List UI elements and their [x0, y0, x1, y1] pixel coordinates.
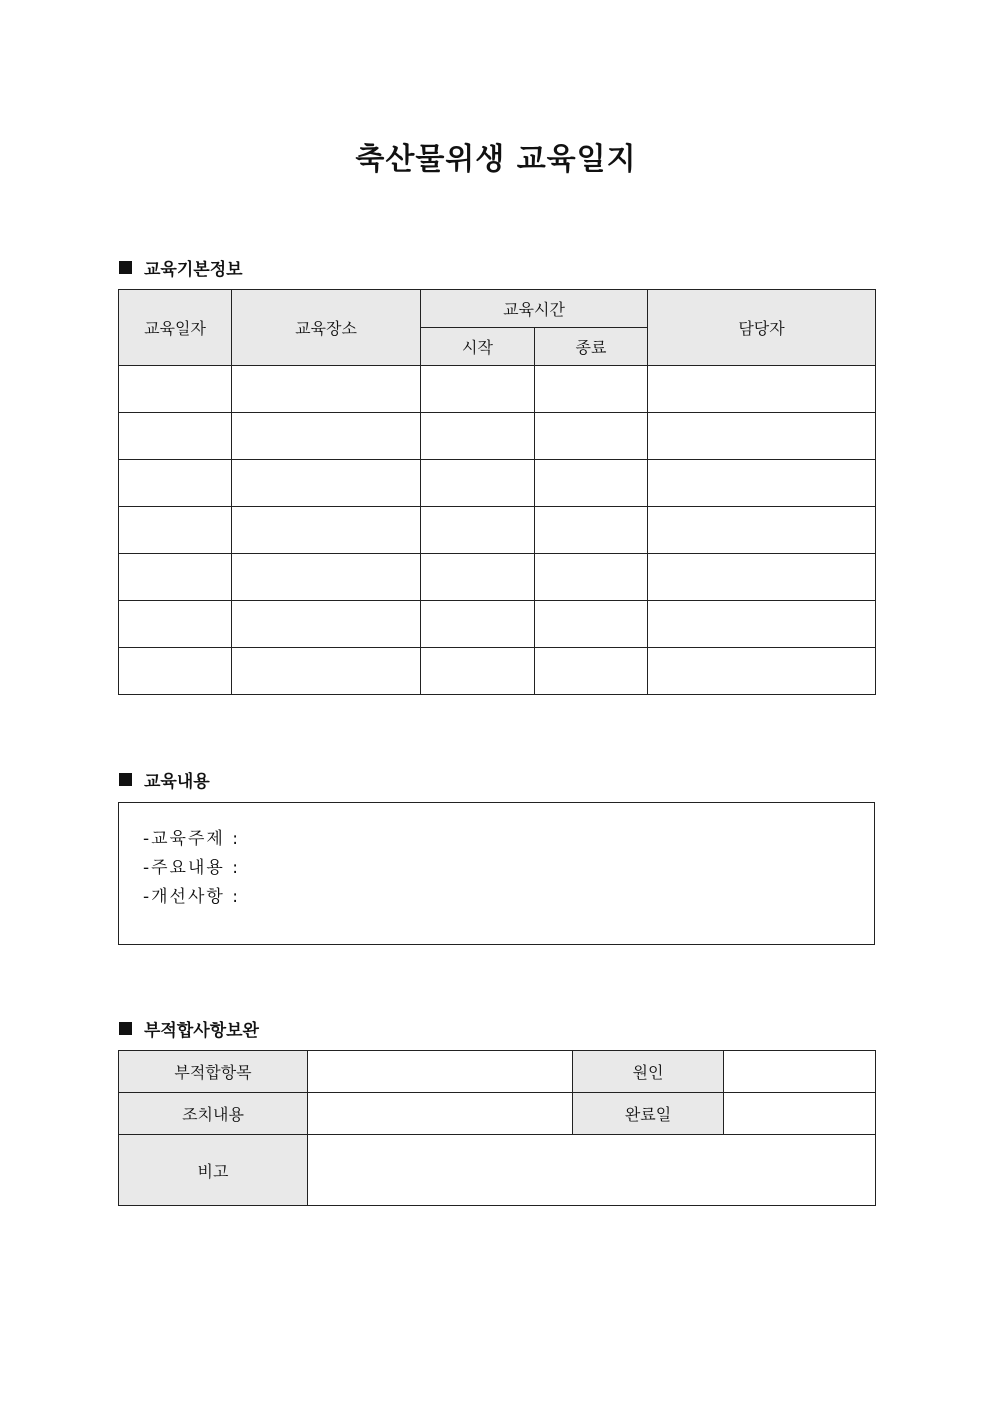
table-cell[interactable]: [535, 648, 648, 695]
table-cell[interactable]: [648, 507, 876, 554]
table-cell[interactable]: [232, 460, 421, 507]
table-cell[interactable]: [119, 507, 232, 554]
basic-info-table: [118, 289, 876, 695]
header-time: 교육시간: [421, 290, 648, 328]
table-row: [119, 601, 876, 648]
value-remark[interactable]: [308, 1135, 876, 1206]
square-bullet-icon: [119, 261, 132, 274]
section-heading-basic-info: [119, 255, 243, 280]
table-cell[interactable]: [119, 366, 232, 413]
header-manager: 담당자: [648, 290, 876, 366]
table-cell[interactable]: [119, 648, 232, 695]
table-cell[interactable]: [232, 507, 421, 554]
education-content-box[interactable]: [118, 802, 875, 945]
table-cell[interactable]: [232, 554, 421, 601]
table-cell[interactable]: [119, 413, 232, 460]
topic-line: -교육주제 :: [143, 829, 240, 849]
table-cell[interactable]: [232, 413, 421, 460]
improvement-line: -개선사항 :: [143, 887, 240, 907]
table-cell[interactable]: [421, 460, 535, 507]
table-cell[interactable]: [535, 601, 648, 648]
table-row: [119, 554, 876, 601]
label-done: 완료일: [573, 1093, 724, 1135]
value-cause[interactable]: [724, 1051, 876, 1093]
table-cell[interactable]: [421, 507, 535, 554]
header-place: 교육장소: [232, 290, 421, 366]
section-heading-content: [119, 767, 210, 792]
table-cell[interactable]: [421, 366, 535, 413]
section-heading-label: 교육기본정보: [144, 260, 243, 280]
table-cell[interactable]: [421, 413, 535, 460]
table-cell[interactable]: [421, 554, 535, 601]
table-cell[interactable]: [232, 366, 421, 413]
table-row: [119, 648, 876, 695]
label-item: 부적합항목: [119, 1051, 308, 1093]
section-heading-nonconformity: [119, 1016, 259, 1041]
table-cell[interactable]: [535, 554, 648, 601]
table-cell[interactable]: [421, 601, 535, 648]
table-row: [119, 366, 876, 413]
value-item[interactable]: [308, 1051, 573, 1093]
table-cell[interactable]: [535, 413, 648, 460]
value-action[interactable]: [308, 1093, 573, 1135]
table-cell[interactable]: [119, 554, 232, 601]
square-bullet-icon: [119, 1022, 132, 1035]
section-heading-label: 교육내용: [144, 772, 210, 792]
header-end: 종료: [535, 328, 648, 366]
square-bullet-icon: [119, 773, 132, 786]
table-row: [119, 460, 876, 507]
table-cell[interactable]: [648, 648, 876, 695]
label-cause: 원인: [573, 1051, 724, 1093]
table-cell[interactable]: [232, 648, 421, 695]
table-row: [119, 507, 876, 554]
label-action: 조치내용: [119, 1093, 308, 1135]
table-cell[interactable]: [535, 507, 648, 554]
table-cell[interactable]: [648, 366, 876, 413]
table-cell[interactable]: [119, 460, 232, 507]
main-content-line: -주요내용 :: [143, 858, 240, 878]
table-cell[interactable]: [535, 366, 648, 413]
nonconformity-table: [118, 1050, 876, 1206]
header-date: 교육일자: [119, 290, 232, 366]
table-row: [119, 413, 876, 460]
table-cell[interactable]: [421, 648, 535, 695]
page-title: 축산물위생 교육일지: [355, 142, 637, 177]
table-cell[interactable]: [648, 554, 876, 601]
table-cell[interactable]: [648, 601, 876, 648]
table-cell[interactable]: [535, 460, 648, 507]
table-cell[interactable]: [232, 601, 421, 648]
table-cell[interactable]: [119, 601, 232, 648]
label-remark: 비고: [119, 1135, 308, 1206]
section-heading-label: 부적합사항보완: [144, 1021, 259, 1041]
header-start: 시작: [421, 328, 535, 366]
table-cell[interactable]: [648, 460, 876, 507]
value-done[interactable]: [724, 1093, 876, 1135]
table-cell[interactable]: [648, 413, 876, 460]
